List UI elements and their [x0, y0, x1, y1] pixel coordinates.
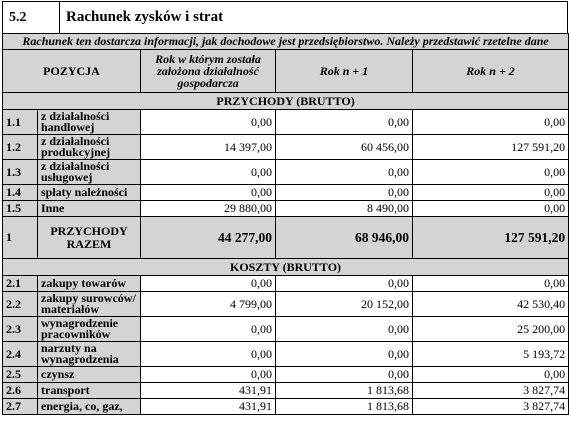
value-year2: 0,00: [413, 201, 569, 217]
table-row: [3, 160, 569, 185]
value-year2: 0,00: [413, 185, 569, 201]
value-year1: 0,00: [276, 185, 413, 201]
value-year2: 25 200,00: [413, 317, 569, 342]
row-number: 1.4: [3, 185, 38, 201]
row-label: zakupy towarów: [38, 276, 141, 292]
table-row: [3, 185, 569, 201]
row-label: spłaty należności: [38, 185, 141, 201]
value-year1: 60 456,00: [276, 135, 413, 160]
value-year1: 1 813,68: [276, 383, 413, 399]
row-label: czynsz: [38, 367, 141, 383]
table-row: [3, 276, 569, 292]
row-number: 2.7: [3, 399, 38, 415]
row-number: 2.4: [3, 342, 38, 367]
total-label: PRZYCHODY RAZEM: [38, 217, 141, 259]
value-year0: 0,00: [141, 110, 276, 135]
value-year1: 1 813,68: [276, 399, 413, 415]
row-number: 1.1: [3, 110, 38, 135]
row-number: 2.2: [3, 292, 38, 317]
table-row: [3, 399, 569, 415]
value-year2: 0,00: [413, 110, 569, 135]
row-label: wynagrodzenie pracowników: [38, 317, 141, 342]
row-number: 2.3: [3, 317, 38, 342]
section-title: Rachunek zysków i strat: [60, 2, 568, 34]
table-row: [3, 367, 569, 383]
income-statement-table: [2, 33, 569, 415]
section-number: 5.2: [3, 2, 60, 34]
column-header-year1: Rok n + 1: [276, 50, 413, 93]
value-year2: 0,00: [413, 367, 569, 383]
row-label: z działalności usługowej: [38, 160, 141, 185]
value-year1: 0,00: [276, 317, 413, 342]
value-year0: 14 397,00: [141, 135, 276, 160]
table-row: [3, 383, 569, 399]
value-year2: 0,00: [413, 160, 569, 185]
table-row: [3, 110, 569, 135]
value-year1: 0,00: [276, 110, 413, 135]
total-row: [3, 217, 569, 259]
row-number: 1.2: [3, 135, 38, 160]
total-year2: 127 591,20: [413, 217, 569, 259]
column-header-year0: Rok w którym została założona działalność gospodarcza: [141, 50, 276, 93]
row-label: energia, co, gaz,: [38, 399, 141, 415]
value-year0: 0,00: [141, 185, 276, 201]
value-year2: 42 530,40: [413, 292, 569, 317]
value-year2: 5 193,72: [413, 342, 569, 367]
value-year2: 127 591,20: [413, 135, 569, 160]
value-year0: 0,00: [141, 317, 276, 342]
costs-section-header: KOSZTY (BRUTTO): [3, 259, 569, 276]
row-number: 1.3: [3, 160, 38, 185]
row-number: 1: [3, 217, 38, 259]
row-number: 1.5: [3, 201, 38, 217]
value-year0: 0,00: [141, 276, 276, 292]
value-year1: 20 152,00: [276, 292, 413, 317]
value-year0: 431,91: [141, 383, 276, 399]
value-year1: 8 490,00: [276, 201, 413, 217]
value-year0: 0,00: [141, 160, 276, 185]
value-year0: 431,91: [141, 399, 276, 415]
value-year2: 3 827,74: [413, 399, 569, 415]
row-label: z działalności produkcyjnej: [38, 135, 141, 160]
row-label: narzuty na wynagrodzenia: [38, 342, 141, 367]
value-year0: 29 880,00: [141, 201, 276, 217]
value-year2: 0,00: [413, 276, 569, 292]
total-year0: 44 277,00: [141, 217, 276, 259]
table-row: [3, 342, 569, 367]
table-row: [3, 292, 569, 317]
section-header: [2, 1, 568, 34]
value-year0: 0,00: [141, 342, 276, 367]
row-label: zakupy surowców/ materiałów: [38, 292, 141, 317]
value-year2: 3 827,74: [413, 383, 569, 399]
row-number: 2.1: [3, 276, 38, 292]
row-number: 2.6: [3, 383, 38, 399]
total-year1: 68 946,00: [276, 217, 413, 259]
column-header-year2: Rok n + 2: [413, 50, 569, 93]
value-year1: 0,00: [276, 160, 413, 185]
column-header-position: POZYCJA: [3, 50, 141, 93]
value-year1: 0,00: [276, 342, 413, 367]
row-label: z działalności handlowej: [38, 110, 141, 135]
value-year1: 0,00: [276, 367, 413, 383]
row-label: Inne: [38, 201, 141, 217]
row-label: transport: [38, 383, 141, 399]
value-year1: 0,00: [276, 276, 413, 292]
value-year0: 0,00: [141, 367, 276, 383]
revenue-section-header: PRZYCHODY (BRUTTO): [3, 93, 569, 110]
table-row: [3, 317, 569, 342]
table-row: [3, 201, 569, 217]
value-year0: 4 799,00: [141, 292, 276, 317]
row-number: 2.5: [3, 367, 38, 383]
table-row: [3, 135, 569, 160]
info-note: Rachunek ten dostarcza informacji, jak dochodowe jest przedsiębiorstwo. Należy przedstawić rzetelne dane: [3, 34, 569, 50]
